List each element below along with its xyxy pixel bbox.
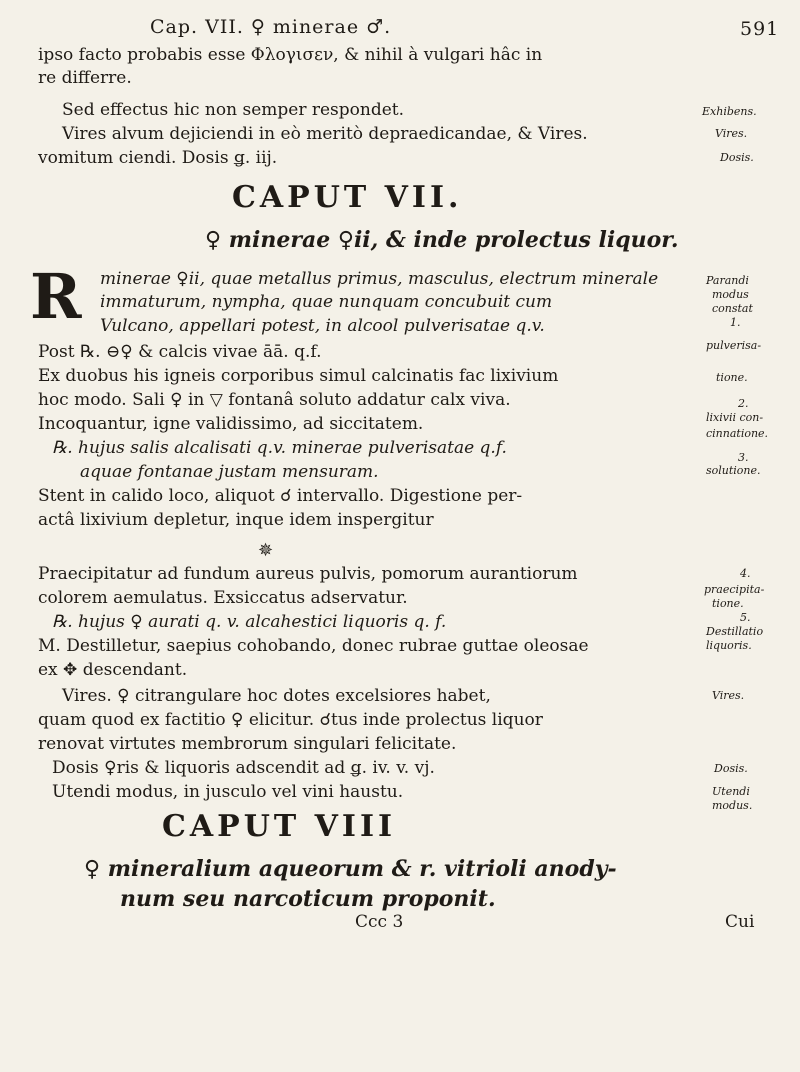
text-line: Ex duobus his igneis corporibus simul calcinatis fac lixivium bbox=[38, 366, 559, 386]
text-line: immaturum, nympha, quae nunquam concubuit cum bbox=[100, 292, 553, 312]
margin-note: constat bbox=[712, 302, 753, 315]
margin-note: Vires. bbox=[712, 689, 745, 702]
margin-note: 3. bbox=[738, 451, 749, 464]
text-line: actâ lixivium depletur, inque idem inspergitur bbox=[38, 510, 434, 530]
text-line: ipso facto probabis esse Φλογισεν, & nihil à vulgari hâc in bbox=[38, 45, 543, 65]
chapter-subtitle: num seu narcoticum proponit. bbox=[120, 886, 496, 912]
margin-note: modus bbox=[712, 288, 749, 301]
text-line: Vires alvum dejiciendi in eò meritò depraedicandae, & Vires. bbox=[62, 124, 588, 144]
margin-note: tione. bbox=[716, 371, 748, 384]
text-line: hoc modo. Sali ♀ in ▽ fontanâ soluto addatur calx viva. bbox=[38, 390, 511, 410]
margin-note: liquoris. bbox=[706, 639, 752, 652]
margin-note: Dosis. bbox=[714, 762, 748, 775]
margin-note: lixivii con- bbox=[706, 411, 764, 424]
text-line: Stent in calido loco, aliquot ☌ intervallo. Digestione per- bbox=[38, 486, 523, 506]
text-line: aquae fontanae justam mensuram. bbox=[80, 462, 379, 482]
text-line: Sed effectus hic non semper respondet. bbox=[62, 100, 405, 120]
margin-note: 5. bbox=[740, 611, 751, 624]
running-head: Cap. VII. ♀ minerae ♂. bbox=[150, 16, 392, 38]
text-line: Utendi modus, in jusculo vel vini haustu. bbox=[52, 782, 404, 802]
chapter-title: CAPUT VIII bbox=[162, 809, 397, 844]
text-line: renovat virtutes membrorum singulari felicitate. bbox=[38, 734, 457, 754]
text-line: ℞. hujus ♀ aurati q. v. alcahestici liquoris q. f. bbox=[52, 612, 447, 632]
page-number: 591 bbox=[740, 18, 780, 40]
margin-note: praecipita- bbox=[704, 583, 765, 596]
chapter-subtitle: ♀ mineralium aqueorum & r. vitrioli anody- bbox=[84, 856, 617, 882]
drop-cap: R bbox=[30, 260, 82, 333]
text-line: ℞. hujus salis alcalisati q.v. minerae pulverisatae q.f. bbox=[52, 438, 507, 458]
margin-note: Destillatio bbox=[706, 625, 764, 638]
chapter-title: CAPUT VII. bbox=[232, 180, 463, 215]
signature-mark: Ccc 3 bbox=[355, 912, 404, 932]
margin-note: 4. bbox=[740, 567, 751, 580]
text-line: Praecipitatur ad fundum aureus pulvis, pomorum aurantiorum bbox=[38, 564, 578, 584]
text-line: Vires. ♀ citrangulare hoc dotes excelsiores habet, bbox=[62, 686, 491, 706]
text-line: ex ✥ descendant. bbox=[38, 660, 188, 680]
ornament-icon: ✵ bbox=[258, 540, 274, 561]
text-line: Post ℞. ⊖♀ & calcis vivae āā. q.f. bbox=[38, 342, 322, 362]
margin-note: Utendi bbox=[712, 785, 750, 798]
margin-note: tione. bbox=[712, 597, 744, 610]
margin-note: cinnatione. bbox=[706, 427, 769, 440]
text-line: colorem aemulatus. Exsiccatus adservatur. bbox=[38, 588, 408, 608]
text-line: Incoquantur, igne validissimo, ad siccitatem. bbox=[38, 414, 424, 434]
catchword: Cui bbox=[725, 912, 755, 932]
text-line: minerae ♀ii, quae metallus primus, masculus, electrum minerale bbox=[100, 269, 659, 289]
margin-note: Parandi bbox=[706, 274, 749, 287]
margin-note: Vires. bbox=[715, 127, 748, 140]
text-line: vomitum ciendi. Dosis ǥ. iij. bbox=[38, 148, 278, 168]
margin-note: 1. bbox=[730, 316, 741, 329]
text-line: M. Destilletur, saepius cohobando, donec rubrae guttae oleosae bbox=[38, 636, 589, 656]
margin-note: modus. bbox=[712, 799, 753, 812]
text-line: quam quod ex factitio ♀ elicitur. ☌tus inde prolectus liquor bbox=[38, 710, 543, 730]
margin-note: pulverisa- bbox=[706, 339, 762, 352]
chapter-subtitle: ♀ minerae ♀ii, & inde prolectus liquor. bbox=[205, 227, 679, 253]
margin-note: Exhibens. bbox=[702, 105, 757, 118]
text-line: Dosis ♀ris & liquoris adscendit ad ǥ. iv. v. vj. bbox=[52, 758, 435, 778]
margin-note: 2. bbox=[738, 397, 749, 410]
margin-note: Dosis. bbox=[720, 151, 754, 164]
text-line: re differre. bbox=[38, 68, 132, 88]
text-line: Vulcano, appellari potest, in alcool pulverisatae q.v. bbox=[100, 316, 545, 336]
margin-note: solutione. bbox=[706, 464, 761, 477]
